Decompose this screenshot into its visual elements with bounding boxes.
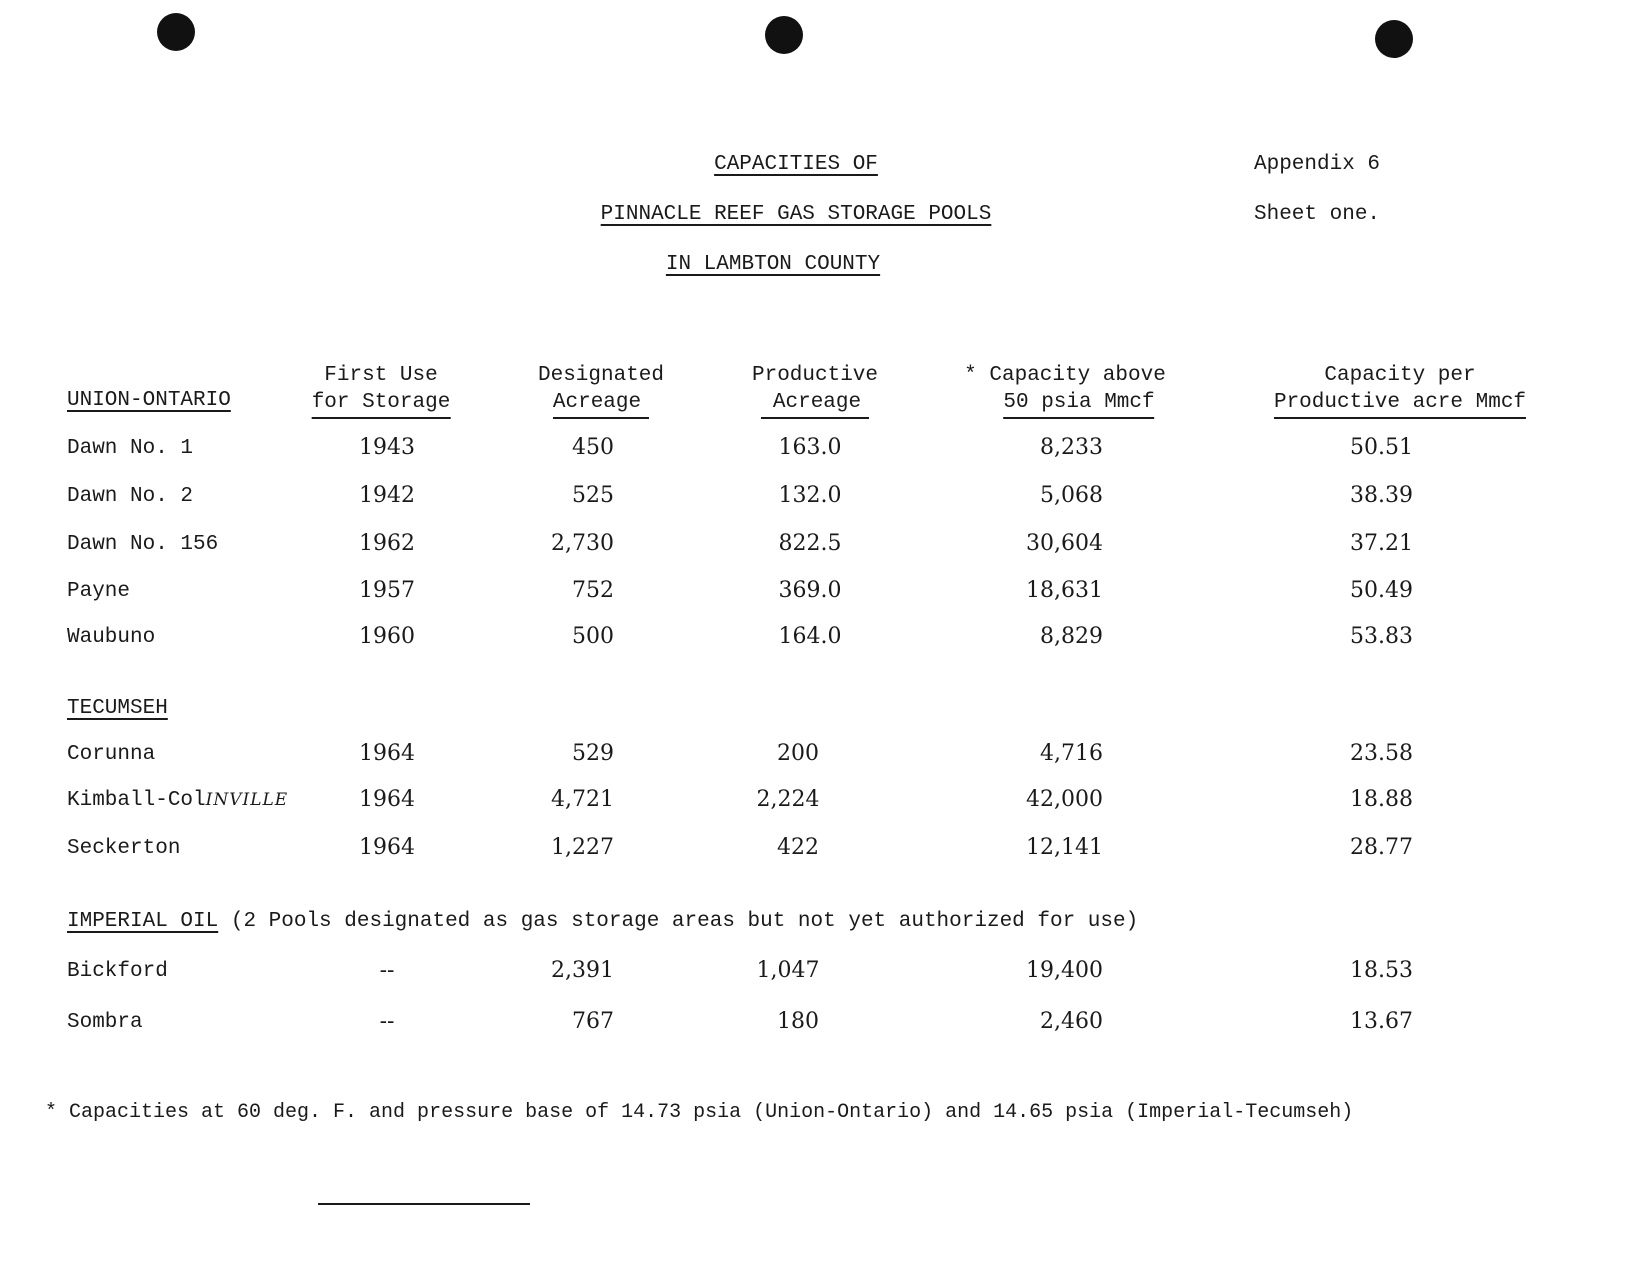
capacity-value: 8,829	[1040, 624, 1103, 649]
first-use-value: --	[379, 958, 395, 983]
productive-value: 180	[777, 1009, 819, 1034]
first-use-value: 1942	[359, 483, 415, 508]
first-use-value: 1943	[359, 435, 415, 460]
productive-value: 200	[777, 741, 819, 766]
header-productive	[752, 362, 878, 419]
group-heading-imperial-name: IMPERIAL OIL	[67, 910, 219, 933]
first-use-value: --	[379, 1009, 395, 1034]
productive-value: 164.0	[778, 624, 842, 649]
header-per-acre-line2: Productive acre Mmcf	[1274, 389, 1526, 419]
designated-value: 525	[572, 483, 614, 508]
per-acre-value: 18.53	[1350, 958, 1413, 983]
appendix-label: Appendix 6	[1254, 153, 1381, 176]
capacity-value: 12,141	[1026, 835, 1103, 860]
group-heading-imperial	[67, 910, 1138, 933]
capacity-value: 5,068	[1040, 483, 1103, 508]
pool-name: Payne	[67, 580, 131, 603]
header-first-use	[312, 362, 451, 419]
designated-value: 500	[572, 624, 614, 649]
first-use-value: 1964	[359, 835, 415, 860]
productive-value: 822.5	[778, 531, 842, 556]
per-acre-value: 50.51	[1350, 435, 1413, 460]
per-acre-value: 50.49	[1350, 578, 1413, 603]
first-use-value: 1960	[359, 624, 415, 649]
pool-name: Waubuno	[67, 626, 156, 649]
designated-value: 752	[572, 578, 614, 603]
first-use-value: 1964	[359, 741, 415, 766]
capacity-value: 19,400	[1026, 958, 1103, 983]
per-acre-value: 37.21	[1350, 531, 1413, 556]
productive-value: 132.0	[778, 483, 842, 508]
header-first-use-line1: First Use	[324, 364, 438, 387]
pool-name-typed: Kimball-Col	[67, 789, 206, 812]
first-use-value: 1962	[359, 531, 415, 556]
pool-name: Seckerton	[67, 837, 181, 860]
per-acre-value: 23.58	[1350, 741, 1413, 766]
per-acre-value: 38.39	[1350, 483, 1413, 508]
header-capacity	[964, 362, 1166, 419]
group-heading-imperial-note: (2 Pools designated as gas storage areas but not yet authorized for use)	[230, 910, 1139, 933]
header-first-use-line2: for Storage	[312, 389, 451, 419]
designated-value: 1,227	[551, 835, 614, 860]
per-acre-value: 53.83	[1350, 624, 1413, 649]
per-acre-value: 28.77	[1350, 835, 1413, 860]
capacity-value: 4,716	[1040, 741, 1103, 766]
header-designated	[538, 362, 664, 419]
productive-value: 369.0	[778, 578, 842, 603]
header-per-acre-line1: Capacity per	[1324, 364, 1476, 387]
designated-value: 529	[572, 741, 614, 766]
header-per-acre	[1274, 362, 1526, 419]
pool-name: Dawn No. 156	[67, 533, 219, 556]
binder-hole-center	[765, 16, 803, 54]
footnote: * Capacities at 60 deg. F. and pressure base of 14.73 psia (Union-Ontario) and 14.65 psia (Imperial-Tecumseh)	[45, 1101, 1354, 1124]
productive-value: 1,047	[756, 958, 820, 983]
productive-value: 2,224	[756, 787, 820, 812]
capacity-value: 18,631	[1026, 578, 1103, 603]
capacity-value: 8,233	[1040, 435, 1103, 460]
first-use-value: 1964	[359, 787, 415, 812]
title-line-2: PINNACLE REEF GAS STORAGE POOLS	[600, 203, 992, 226]
capacity-value: 42,000	[1026, 787, 1103, 812]
designated-value: 767	[572, 1009, 614, 1034]
header-productive-line2: Acreage	[761, 389, 869, 419]
pool-name: Sombra	[67, 1011, 143, 1034]
pool-name	[67, 789, 288, 812]
header-capacity-line1: * Capacity above	[964, 364, 1166, 387]
title-line-1: CAPACITIES OF	[714, 153, 878, 176]
pool-name-handwritten: INVILLE	[205, 790, 289, 810]
group-heading-tecumseh: TECUMSEH	[67, 697, 168, 720]
header-designated-line1: Designated	[537, 364, 665, 387]
per-acre-value: 18.88	[1350, 787, 1413, 812]
pool-name: Dawn No. 1	[67, 437, 194, 460]
header-productive-line1: Productive	[751, 364, 879, 387]
binder-hole-left	[157, 13, 195, 51]
binder-hole-right	[1375, 20, 1413, 58]
capacity-value: 2,460	[1040, 1009, 1103, 1034]
designated-value: 2,730	[551, 531, 614, 556]
productive-value: 163.0	[778, 435, 842, 460]
per-acre-value: 13.67	[1350, 1009, 1413, 1034]
header-capacity-line2: 50 psia Mmcf	[1003, 389, 1154, 419]
pool-name: Bickford	[67, 960, 168, 983]
title-line-3: IN LAMBTON COUNTY	[665, 253, 881, 276]
header-designated-line2: Acreage	[553, 389, 649, 419]
first-use-value: 1957	[359, 578, 415, 603]
sheet-label: Sheet one.	[1254, 203, 1381, 226]
bottom-rule	[318, 1203, 530, 1205]
pool-name: Dawn No. 2	[67, 485, 194, 508]
productive-value: 422	[777, 835, 819, 860]
pool-name: Corunna	[67, 743, 156, 766]
designated-value: 4,721	[551, 787, 614, 812]
designated-value: 450	[572, 435, 614, 460]
capacity-value: 30,604	[1026, 531, 1103, 556]
group-heading-union: UNION-ONTARIO	[67, 389, 231, 412]
designated-value: 2,391	[551, 958, 614, 983]
